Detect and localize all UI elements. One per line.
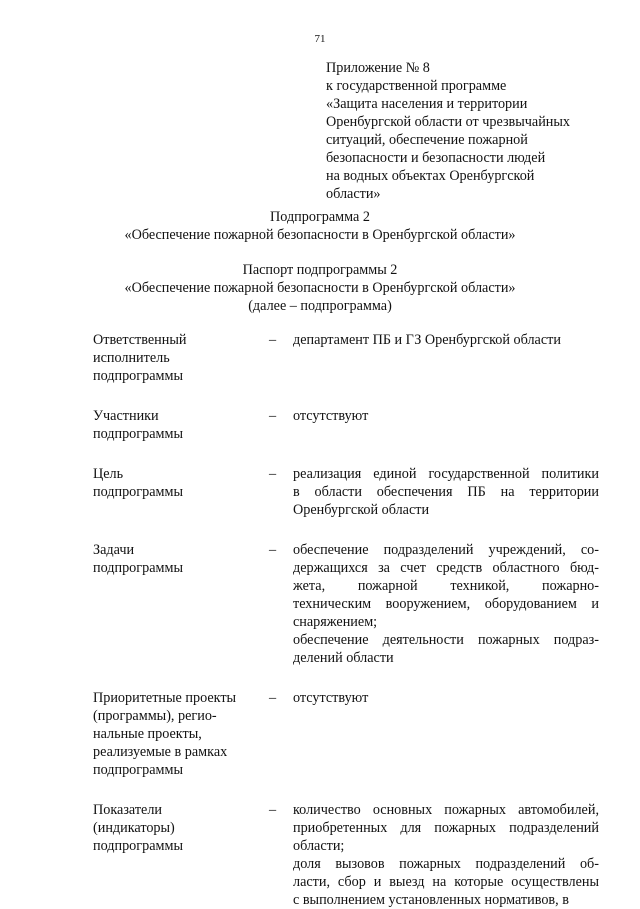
passport-row xyxy=(93,541,599,667)
label-line: Цель xyxy=(93,466,124,482)
label-line: (программы), регио- xyxy=(93,708,217,724)
value-paragraph xyxy=(293,541,599,631)
label-line: исполнитель xyxy=(93,350,170,366)
passport-row-label xyxy=(93,541,269,667)
value-line: приобретенных для пожарных подразделений xyxy=(293,820,599,836)
value-paragraph xyxy=(293,407,599,425)
appendix-line: Оренбургской области от чрезвычайных xyxy=(326,114,571,130)
appendix-line: безопасности и безопасности людей xyxy=(326,150,546,166)
value-line: делений области xyxy=(293,650,394,666)
value-line: отсутствуют xyxy=(293,690,369,706)
passport-row-label xyxy=(93,801,269,909)
passport-row xyxy=(93,407,599,443)
value-line: департамент ПБ и ГЗ Оренбургской области xyxy=(293,332,561,348)
appendix-line: ситуаций, обеспечение пожарной xyxy=(326,132,528,148)
value-line: области; xyxy=(293,838,345,854)
dash-separator: – xyxy=(269,408,277,424)
label-line: Ответственный xyxy=(93,332,187,348)
subprogram-title-line: Подпрограмма 2 xyxy=(270,209,370,225)
value-line: обеспечение деятельности пожарных подраз- xyxy=(293,632,599,648)
dash-separator: – xyxy=(269,332,277,348)
passport-row-value xyxy=(293,541,599,667)
value-line: доля вызовов пожарных подразделений об- xyxy=(293,856,599,872)
value-paragraph xyxy=(293,689,599,707)
passport-row xyxy=(93,689,599,779)
passport-row xyxy=(93,331,599,385)
value-line: с выполнением установленных нормативов, в xyxy=(293,892,569,908)
passport-title xyxy=(0,261,640,315)
value-paragraph xyxy=(293,631,599,667)
value-line: жета, пожарной техникой, пожарно- xyxy=(293,578,599,594)
appendix-line: к государственной программе xyxy=(326,78,507,94)
value-line: в области обеспечения ПБ на территории xyxy=(293,484,599,500)
passport-row-label xyxy=(93,689,269,779)
value-line: техническим вооружением, оборудованием и xyxy=(293,596,599,612)
label-line: подпрограммы xyxy=(93,484,183,500)
dash-separator: – xyxy=(269,802,277,818)
passport-title-line: «Обеспечение пожарной безопасности в Оренбургской области» xyxy=(124,280,516,296)
label-line: подпрограммы xyxy=(93,426,183,442)
value-line: реализация единой государственной политики xyxy=(293,466,599,482)
value-paragraph xyxy=(293,331,599,349)
value-line: Оренбургской области xyxy=(293,502,430,518)
passport-row-label xyxy=(93,407,269,443)
value-paragraph xyxy=(293,465,599,519)
label-line: Показатели xyxy=(93,802,163,818)
appendix-line: области» xyxy=(326,186,381,202)
appendix-line: на водных объектах Оренбургской xyxy=(326,168,535,184)
label-line: Задачи xyxy=(93,542,135,558)
label-line: Участники xyxy=(93,408,159,424)
appendix-header xyxy=(326,59,606,203)
subprogram-title-line: «Обеспечение пожарной безопасности в Оренбургской области» xyxy=(124,227,516,243)
value-line: ласти, сбор и выезд на которые осуществлены xyxy=(293,874,599,890)
label-line: нальные проекты, xyxy=(93,726,202,742)
dash-separator: – xyxy=(269,542,277,558)
passport-table xyxy=(93,331,599,909)
value-paragraph xyxy=(293,801,599,855)
value-line: обеспечение подразделений учреждений, со- xyxy=(293,542,599,558)
passport-row-value xyxy=(293,465,599,519)
label-line: подпрограммы xyxy=(93,368,183,384)
label-line: (индикаторы) xyxy=(93,820,175,836)
value-line: держащихся за счет средств областного бюд- xyxy=(293,560,599,576)
label-line: реализуемые в рамках xyxy=(93,744,228,760)
passport-row-value xyxy=(293,331,599,385)
passport-title-line: Паспорт подпрограммы 2 xyxy=(242,262,398,278)
page-number: 71 xyxy=(314,33,326,45)
value-line: снаряжением; xyxy=(293,614,378,630)
appendix-line: Приложение № 8 xyxy=(326,60,430,76)
value-line: отсутствуют xyxy=(293,408,369,424)
passport-row-value xyxy=(293,689,599,779)
passport-title-line: (далее – подпрограмма) xyxy=(248,298,392,314)
dash-separator: – xyxy=(269,466,277,482)
value-paragraph xyxy=(293,855,599,909)
label-line: подпрограммы xyxy=(93,838,183,854)
subprogram-title xyxy=(0,208,640,244)
passport-row xyxy=(93,801,599,909)
appendix-line: «Защита населения и территории xyxy=(326,96,528,112)
passport-row-value xyxy=(293,407,599,443)
label-line: подпрограммы xyxy=(93,560,183,576)
passport-row-value xyxy=(293,801,599,909)
passport-row-label xyxy=(93,465,269,519)
value-line: количество основных пожарных автомобилей, xyxy=(293,802,599,818)
passport-row xyxy=(93,465,599,519)
dash-separator: – xyxy=(269,690,277,706)
label-line: Приоритетные проекты xyxy=(93,690,237,706)
passport-row-label xyxy=(93,331,269,385)
label-line: подпрограммы xyxy=(93,762,183,778)
